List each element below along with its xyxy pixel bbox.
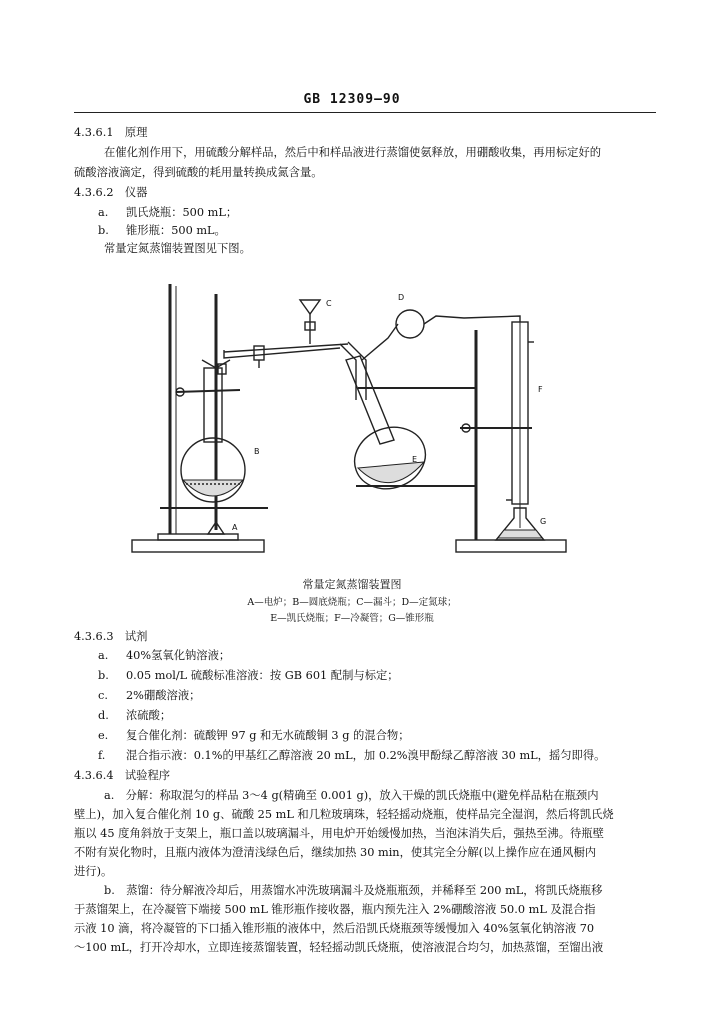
stopcock xyxy=(254,346,264,360)
label-f: F xyxy=(538,385,543,394)
list-item: 浓硫酸； xyxy=(126,709,172,722)
section-principle xyxy=(74,126,147,140)
list-item: 40%氢氧化钠溶液； xyxy=(126,649,231,662)
label-d: D xyxy=(398,293,405,302)
paragraph-line: b. 蒸馏：待分解液冷却后，用蒸馏水冲洗玻璃漏斗及烧瓶瓶颈，并稀释至 200 mL，将凯氏烧瓶移 xyxy=(104,884,603,897)
flask-g-liquid xyxy=(498,530,542,538)
list-item: 复合催化剂：硫酸钾 97 g 和无水硫酸铜 3 g 的混合物； xyxy=(126,729,410,742)
section-title: 试剂 xyxy=(124,630,148,643)
list-item: 0.05 mol/L 硫酸标准溶液：按 GB 601 配制与标定； xyxy=(126,669,399,682)
section-title: 原理 xyxy=(124,126,148,139)
bulb-d-outlet xyxy=(424,316,520,324)
flask-e-liquid xyxy=(358,462,424,483)
list-item: 锥形瓶：500 mL。 xyxy=(126,224,226,237)
list-item-mark: f. xyxy=(98,749,106,762)
right-stand-base xyxy=(456,540,566,552)
section-number: 4.3.6.2 xyxy=(74,186,114,199)
figure-legend: E—凯氏烧瓶；F—冷凝管；G—锥形瓶 xyxy=(270,613,434,624)
paragraph-line: a. 分解：称取混匀的样品 3～4 g(精确至 0.001 g)，放入干燥的凯氏烧瓶中(避免样品粘在瓶颈内 xyxy=(104,789,599,802)
flask-b-neck xyxy=(204,368,222,442)
section-title: 试验程序 xyxy=(124,769,171,782)
paragraph-line: 不附有炭化物时，且瓶内液体为澄清浅绿色后，继续加热 30 min，使其完全分解(以上操作应在通风橱内 xyxy=(74,846,597,859)
list-item-mark: e. xyxy=(98,729,109,742)
header-rule xyxy=(74,112,656,113)
page-header: GB 12309—90 xyxy=(303,92,401,107)
label-e: E xyxy=(412,455,418,464)
list-item-mark: b. xyxy=(98,669,109,682)
steam-tube-upper xyxy=(224,344,348,352)
label-b: B xyxy=(254,447,260,456)
label-a: A xyxy=(232,523,238,532)
left-stand-foot xyxy=(158,534,238,540)
distillation-apparatus-diagram xyxy=(120,272,580,570)
list-item: 2%硼酸溶液； xyxy=(126,689,201,702)
paragraph-line: ～100 mL，打开冷却水，立即连接蒸馏装置，轻轻摇动凯氏烧瓶，使溶液混合均匀，加热蒸馏，至馏出液 xyxy=(74,941,604,954)
paragraph-line: 进行)。 xyxy=(74,865,113,878)
steam-tube xyxy=(224,348,340,358)
list-item: 混合指示液：0.1%的甲基红乙醇溶液 20 mL，加 0.2%溴甲酚绿乙醇溶液 30 mL，摇匀即得。 xyxy=(126,749,606,762)
funnel-c xyxy=(300,300,320,314)
section-number: 4.3.6.4 xyxy=(74,769,114,782)
section-number: 4.3.6.3 xyxy=(74,630,114,643)
flask-e-neck xyxy=(346,356,394,444)
paragraph-line: 壁上)，加入复合催化剂 10 g、硫酸 25 mL 和几粒玻璃珠，轻轻摇动烧瓶，使样品完全湿润，然后将凯氏烧 xyxy=(74,808,614,821)
section-number: 4.3.6.1 xyxy=(74,126,114,139)
paragraph-line: 常量定氮蒸馏装置图见下图。 xyxy=(104,242,251,255)
label-c: C xyxy=(326,299,332,308)
section-procedure xyxy=(74,769,170,783)
list-item-mark: b. xyxy=(98,224,109,237)
splash-bulb-d xyxy=(396,310,424,338)
figure-legend: A—电炉；B—圆底烧瓶；C—漏斗；D—定氮球； xyxy=(247,597,457,608)
paragraph-line: 在催化剂作用下，用硫酸分解样品，然后中和样品液进行蒸馏使氨释放，用硼酸收集，再用标定好的 xyxy=(104,146,602,159)
list-item-mark: a. xyxy=(98,206,109,219)
list-item-mark: c. xyxy=(98,689,108,702)
clamp-arm xyxy=(176,390,240,392)
paragraph-line: 硫酸溶液滴定，得到硫酸的耗用量转换成氮含量。 xyxy=(74,166,323,179)
list-item-mark: a. xyxy=(98,649,109,662)
paragraph-line: 示液 10 滴，将冷凝管的下口插入锥形瓶的液体中，然后沿凯氏烧瓶颈等缓慢加入 40%氢氧化钠溶液 70 xyxy=(74,922,595,935)
section-title: 仪器 xyxy=(124,186,148,199)
section-reagents xyxy=(74,630,147,644)
label-g: G xyxy=(540,517,547,526)
left-stand-base xyxy=(132,540,264,552)
paragraph-line: 于蒸馏架上，在冷凝管下端接 500 mL 锥形瓶作接收器，瓶内预先注入 2%硼酸溶液 50.0 mL 及混合指 xyxy=(74,903,596,916)
figure-caption: 常量定氮蒸馏装置图 xyxy=(302,578,402,591)
bulb-d-inlet xyxy=(362,324,398,360)
inlet-tube xyxy=(340,344,356,400)
list-item: 凯氏烧瓶：500 mL； xyxy=(126,206,238,219)
section-apparatus xyxy=(74,186,147,200)
list-item-mark: d. xyxy=(98,709,109,722)
paragraph-line: 瓶以 45 度角斜放于支架上，瓶口盖以玻璃漏斗，用电炉开始缓慢加热，当泡沫消失后，强热至沸。待瓶壁 xyxy=(74,827,604,840)
